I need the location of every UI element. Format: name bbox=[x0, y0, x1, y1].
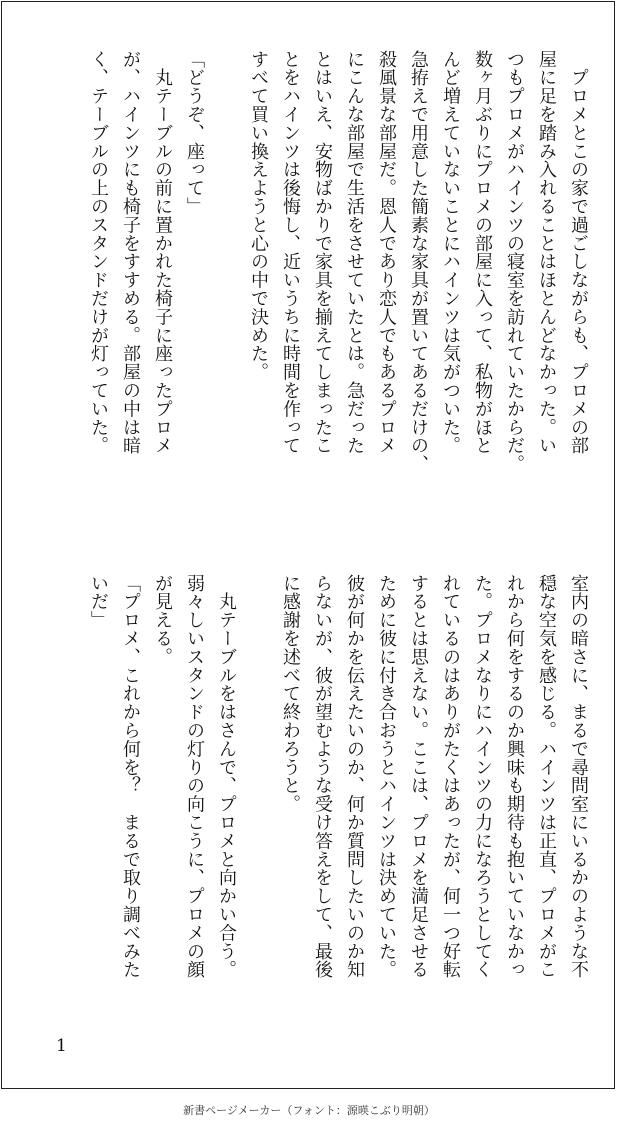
lower-text-block bbox=[34, 574, 594, 994]
text-line: が見える。 bbox=[152, 574, 173, 666]
text-line: 「プロメ、これから何を？ まるで取り調べみた bbox=[120, 574, 141, 979]
text-line: 「どうぞ、座って」 bbox=[184, 50, 205, 216]
text-line: するとは思えない。ここは、プロメを満足させる bbox=[408, 574, 429, 979]
text-line: つもプロメがハインツの寝室を訪れていたからだ。 bbox=[504, 50, 525, 474]
page-number: 1 bbox=[56, 1036, 67, 1056]
text-line: 屋に足を踏み入れることはほとんどなかった。い bbox=[536, 50, 557, 455]
text-line: にこんな部屋で生活をさせていたとは。急だった bbox=[344, 50, 365, 455]
text-line: らないが、彼が望むような受け答えをして、最後 bbox=[312, 574, 333, 979]
footer-caption: 新書ページメーカー（フォント：源暎こぶり明朝） bbox=[183, 1104, 435, 1117]
text-line: が、ハインツにも椅子をすすめる。部屋の中は暗 bbox=[120, 50, 141, 455]
text-line: 彼が何かを伝えたいのか、何か質問したいのか知 bbox=[344, 574, 365, 979]
text-line: とはいえ、安物ばかりで家具を揃えてしまったこ bbox=[312, 50, 333, 455]
text-line: た。プロメなりにハインツの力になろうとしてく bbox=[472, 574, 493, 979]
text-line: プロメとこの家で過ごしながらも、プロメの部 bbox=[568, 50, 589, 455]
text-line: く、テーブルの上のスタンドだけが灯っていた。 bbox=[88, 50, 109, 455]
blank-line bbox=[210, 50, 242, 520]
text-line: とをハインツは後悔し、近いうちに時間を作って bbox=[280, 50, 301, 455]
text-line: に感謝を述べて終わろうと。 bbox=[280, 574, 301, 814]
text-line: 丸テーブルの前に置かれた椅子に座ったプロメ bbox=[152, 50, 173, 455]
text-line: んど増えていないことにハインツは気がついた。 bbox=[440, 50, 461, 455]
text-line: 弱々しいスタンドの灯りの向こうに、プロメの顔 bbox=[184, 574, 205, 979]
text-line: れているのはありがたくはあったが、何一つ好転 bbox=[440, 574, 461, 979]
text-line: すべて買い換えようと心の中で決めた。 bbox=[248, 50, 269, 382]
blank-line bbox=[242, 574, 274, 994]
text-line: いだ」 bbox=[88, 574, 109, 630]
upper-text-block bbox=[34, 50, 594, 520]
text-line: 丸テーブルをはさんで、プロメと向かい合う。 bbox=[216, 574, 237, 979]
text-line: 穏な空気を感じる。ハインツは正直、プロメがこ bbox=[536, 574, 557, 979]
text-line: 殺風景な部屋だ。恩人であり恋人でもあるプロメ bbox=[376, 50, 397, 455]
page-frame bbox=[1, 1, 615, 1089]
text-line: 数ヶ月ぶりにプロメの部屋に入って、私物がほと bbox=[472, 50, 493, 455]
text-line: れから何をするのか興味も期待も抱いていなかっ bbox=[504, 574, 525, 979]
text-line: 室内の暗さに、まるで尋問室にいるかのような不 bbox=[568, 574, 589, 979]
text-line: ために彼に付き合おうとハインツは決めていた。 bbox=[376, 574, 397, 979]
text-line: 急拵えで用意した簡素な家具が置いてあるだけの、 bbox=[408, 50, 429, 474]
